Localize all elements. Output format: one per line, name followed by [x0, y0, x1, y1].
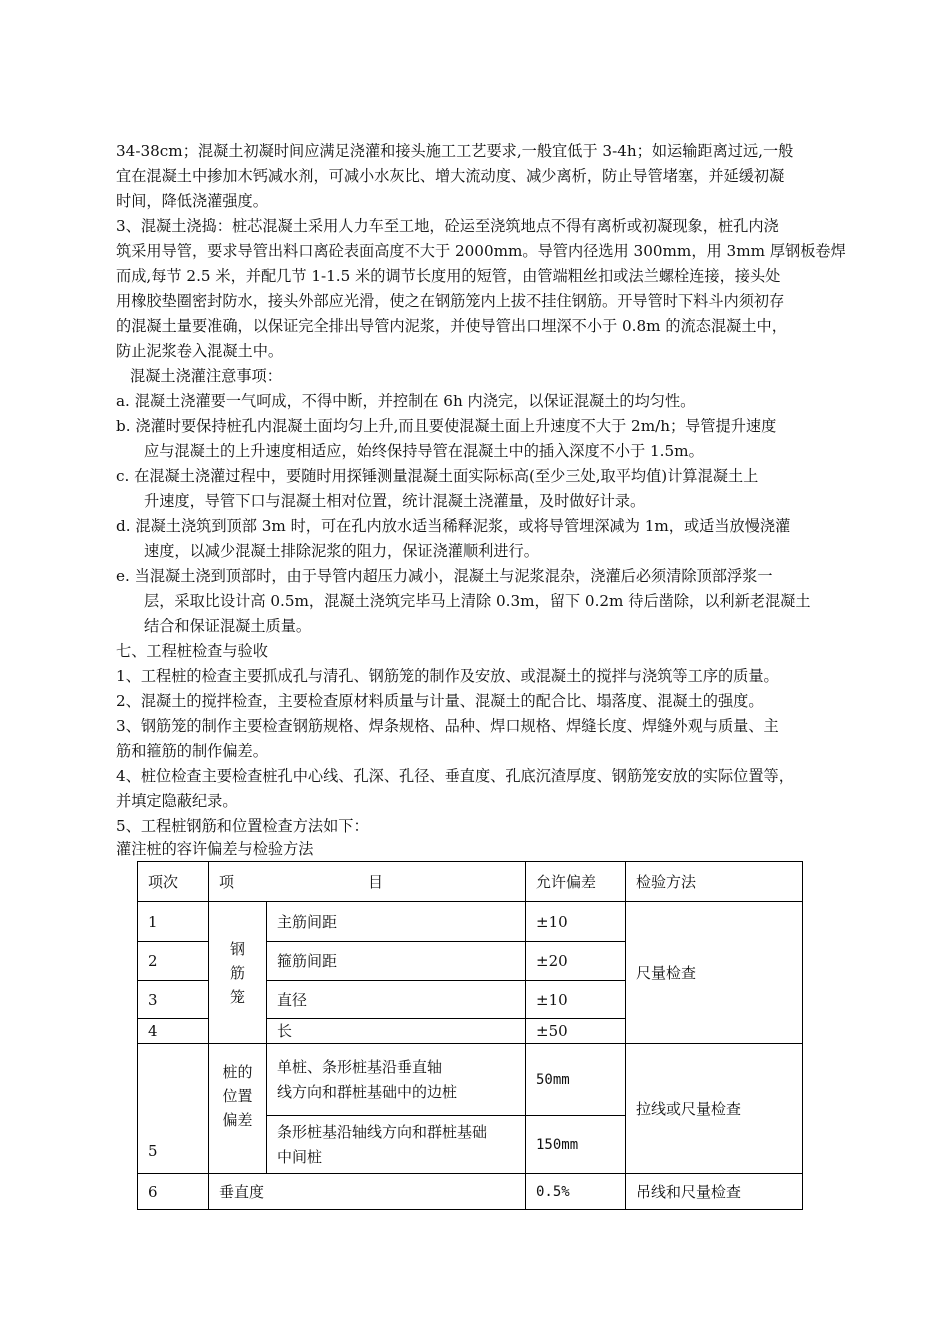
row-method: 吊线和尺量检查 [626, 1174, 803, 1210]
text-line: 宜在混凝土中掺加木钙减水剂，可减小水灰比、增大流动度、减少离析，防止导管堵塞，并延缓初凝 [116, 167, 785, 185]
list-item: c. 在混凝土浇灌过程中，要随时用探锤测量混凝土面实际标高(至少三处,取平均值)计算混凝土上 [116, 467, 759, 485]
list-item-cont: 结合和保证混凝土质量。 [144, 617, 312, 635]
text-line: 的混凝土量要准确，以保证完全排出导管内泥浆，并使导管出口埋深不小于 0.8m 的流态混凝土中， [116, 317, 787, 335]
row-item: 箍筋间距 [267, 942, 526, 981]
text-line: 1、工程桩的检查主要抓成孔与清孔、钢筋笼的制作及安放、或混凝土的搅拌与浇筑等工序的质量。 [116, 667, 779, 685]
list-item: b. 浇灌时要保持桩孔内混凝土面均匀上升,而且要使混凝土面上升速度不大于 2m/h；导管提升速度 [116, 417, 777, 435]
row-tolerance: ±10 [526, 981, 626, 1019]
row-index: 2 [138, 942, 209, 981]
text-line: 4、桩位检查主要检查桩孔中心线、孔深、孔径、垂直度、孔底沉渣厚度、钢筋笼安放的实际位置等， [116, 767, 794, 785]
row-index: 5 [138, 1044, 209, 1174]
text-line: 用橡胶垫圈密封防水，接头外部应光滑，使之在钢筋笼内上拔不挂住钢筋。开导管时下料斗内须初存 [116, 292, 785, 310]
list-item: e. 当混凝土浇到顶部时，由于导管内超压力减小，混凝土与泥浆混杂，浇灌后必须清除顶部浮浆一 [116, 567, 773, 585]
list-item: a. 混凝土浇灌要一气呵成，不得中断，并控制在 6h 内浇完，以保证混凝土的均匀性。 [116, 392, 696, 410]
table-row [138, 902, 803, 942]
row-tolerance: ±10 [526, 902, 626, 942]
group-method-cage: 尺量检查 [626, 902, 803, 1044]
tolerance-table [137, 861, 803, 1210]
row-item: 条形桩基沿轴线方向和群桩基础 中间桩 [267, 1116, 526, 1174]
group-label-position: 桩的 位置 偏差 [209, 1044, 267, 1174]
text-line: 34-38cm；混凝土初凝时间应满足浇灌和接头施工工艺要求,一般宜低于 3-4h；如运输距离过远,一般 [116, 142, 794, 160]
row-index: 1 [138, 902, 209, 942]
row-index: 6 [138, 1174, 209, 1210]
list-item-cont: 速度，以减少混凝土排除泥浆的阻力，保证浇灌顺利进行。 [144, 542, 539, 560]
text-line: 5、工程桩钢筋和位置检查方法如下： [116, 817, 369, 835]
row-index: 3 [138, 981, 209, 1019]
row-tolerance: 0.5% [526, 1174, 626, 1210]
section-heading: 七、工程桩检查与验收 [116, 642, 268, 660]
group-method-position: 拉线或尺量检查 [626, 1044, 803, 1174]
row-tolerance: 150mm [526, 1116, 626, 1174]
row-item: 垂直度 [209, 1174, 526, 1210]
group-label-cage: 钢 筋 笼 [209, 902, 267, 1044]
text-line: 并填定隐蔽纪录。 [116, 792, 238, 810]
row-item: 长 [267, 1019, 526, 1044]
list-item-cont: 应与混凝土的上升速度相适应，始终保持导管在混凝土中的插入深度不小于 1.5m。 [144, 442, 704, 460]
list-item-cont: 层，采取比设计高 0.5m，混凝土浇筑完毕马上清除 0.3m，留下 0.2m 待后凿除，以利新老混凝土 [144, 592, 811, 610]
header-item-b: 目 [367, 872, 383, 891]
text-line: 筋和箍筋的制作偏差。 [116, 742, 268, 760]
row-tolerance: 50mm [526, 1044, 626, 1116]
table-row [138, 1174, 803, 1210]
row-tolerance: ±50 [526, 1019, 626, 1044]
row-item: 单桩、条形桩基沿垂直轴 线方向和群桩基础中的边桩 [267, 1044, 526, 1116]
text-line: 而成,每节 2.5 米，并配几节 1-1.5 米的调节长度用的短管，由管端粗丝扣或法兰螺栓连接，接头处 [116, 267, 781, 285]
header-item-a: 项 [219, 872, 235, 891]
row-item: 直径 [267, 981, 526, 1019]
text-line: 防止泥浆卷入混凝土中。 [116, 342, 284, 360]
table-caption: 灌注桩的容许偏差与检验方法 [116, 840, 314, 858]
text-line: 2、混凝土的搅拌检查，主要检查原材料质量与计量、混凝土的配合比、塌落度、混凝土的强度。 [116, 692, 764, 710]
header-item [209, 862, 526, 902]
text-line: 筑采用导管，要求导管出料口离砼表面高度不大于 2000mm。导管内径选用 300mm，用 3mm 厚钢板卷焊 [116, 242, 846, 260]
table-header-row [138, 862, 803, 902]
row-tolerance: ±20 [526, 942, 626, 981]
text-line: 3、混凝土浇捣：桩芯混凝土采用人力车至工地，砼运至浇筑地点不得有离析或初凝现象，桩孔内浇 [116, 217, 779, 235]
header-tolerance: 允许偏差 [526, 862, 626, 902]
header-method: 检验方法 [626, 862, 803, 902]
list-item: d. 混凝土浇筑到顶部 3m 时，可在孔内放水适当稀释泥浆，或将导管埋深减为 1m，或适当放慢浇灌 [116, 517, 791, 535]
row-index: 4 [138, 1019, 209, 1044]
text-line: 3、钢筋笼的制作主要检查钢筋规格、焊条规格、品种、焊口规格、焊缝长度、焊缝外观与质量、主 [116, 717, 779, 735]
text-line: 时间，降低浇灌强度。 [116, 192, 268, 210]
row-item: 主筋间距 [267, 902, 526, 942]
section-subtitle: 混凝土浇灌注意事项： [130, 367, 282, 385]
table-row [138, 1044, 803, 1116]
list-item-cont: 升速度，导管下口与混凝土相对位置，统计混凝土浇灌量，及时做好计录。 [144, 492, 646, 510]
header-index: 项次 [138, 862, 209, 902]
